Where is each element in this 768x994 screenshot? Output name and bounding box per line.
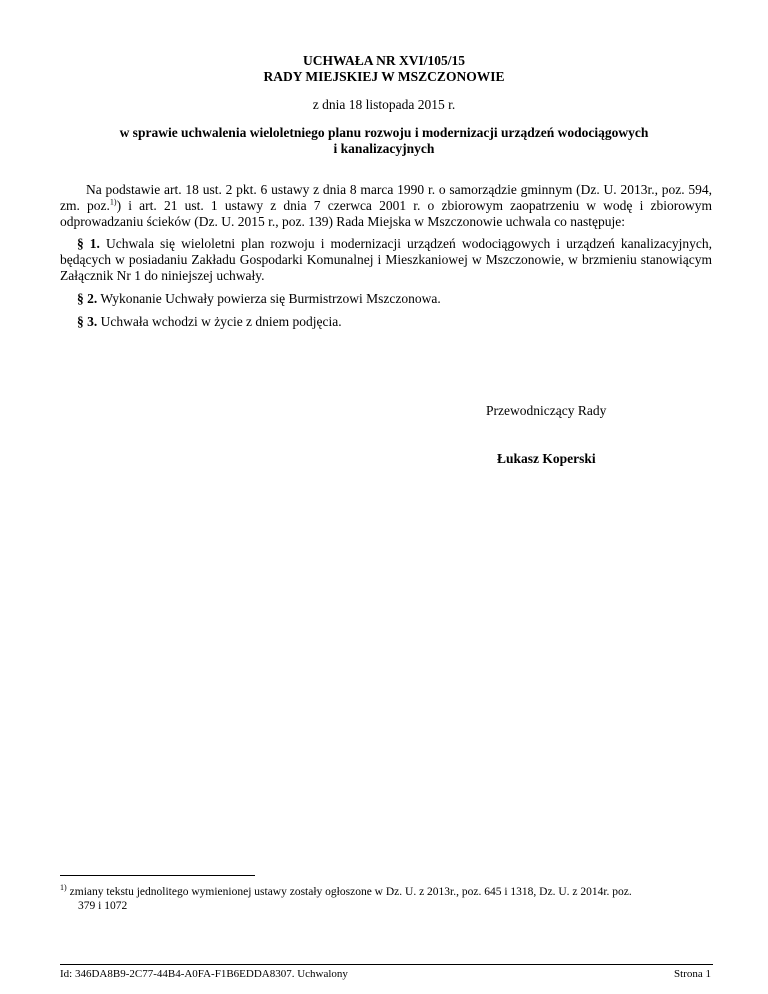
- legal-basis-part1: Na podstawie art. 18 ust. 2 pkt. 6 ustawy z dnia 8 marca 1990 r. o samorządzie gminnym (Dz. U. 2013r., poz. 594, zm. poz.: [60, 182, 712, 213]
- footnote-reference: 1): [109, 197, 117, 207]
- footnote-text-line1: zmiany tekstu jednolitego wymienionej ustawy zostały ogłoszone w Dz. U. z 2013r., poz. 645 i 1318, Dz. U. z 2014r. poz.: [69, 885, 632, 898]
- document-id: Id: 346DA8B9-2C77-44B4-A0FA-F1B6EDDA8307. Uchwalony: [60, 968, 348, 980]
- footnote-text-line2: 379 i 1072: [78, 899, 128, 912]
- footnote: [60, 881, 712, 913]
- document-title-line1: UCHWAŁA NR XVI/105/15: [302, 53, 465, 68]
- section-2: [77, 291, 712, 307]
- section-2-label: § 2.: [77, 291, 98, 306]
- section-3: [77, 314, 712, 330]
- section-1-label: § 1.: [77, 236, 100, 251]
- signature-role: Przewodniczący Rady: [486, 403, 607, 418]
- section-2-text: Wykonanie Uchwały powierza się Burmistrzowi Mszczonowa.: [97, 291, 441, 306]
- document-date: z dnia 18 listopada 2015 r.: [312, 97, 456, 112]
- section-1: [60, 236, 712, 284]
- section-3-label: § 3.: [77, 314, 98, 329]
- section-1-text: Uchwala się wieloletni plan rozwoju i modernizacji urządzeń wodociągowych i urządzeń kanalizacyjnych, będących w posiadaniu Zakładu Gospodarki Komunalnej i Mieszkaniowej w Mszczonowie, w brzmieniu stanowiącym Załącznik Nr 1 do niniejszej uchwały.: [60, 236, 713, 283]
- subject-line2: i kanalizacyjnych: [333, 141, 435, 156]
- document-subject: [0, 125, 768, 157]
- section-3-text: Uchwała wchodzi w życie z dniem podjęcia.: [97, 314, 342, 329]
- legal-basis-part2: ) i art. 21 ust. 1 ustawy z dnia 7 czerwca 2001 r. o zbiorowym zaopatrzeniu w wodę i zbiorowym odprowadzaniu ścieków (Dz. U. 2015 r., poz. 139) Rada Miejska w Mszczonowie uchwala co następuje:: [60, 198, 712, 229]
- footnote-divider: [60, 875, 255, 876]
- footnote-marker: 1): [60, 883, 67, 892]
- subject-line1: w sprawie uchwalenia wieloletniego planu rozwoju i modernizacji urządzeń wodociągowych: [119, 125, 649, 140]
- footer-divider: [60, 964, 713, 965]
- legal-basis-paragraph: [60, 182, 712, 230]
- page-number: Strona 1: [674, 968, 711, 980]
- signature-name: Łukasz Koperski: [497, 451, 596, 466]
- document-title-line2: RADY MIEJSKIEJ W MSZCZONOWIE: [263, 69, 505, 84]
